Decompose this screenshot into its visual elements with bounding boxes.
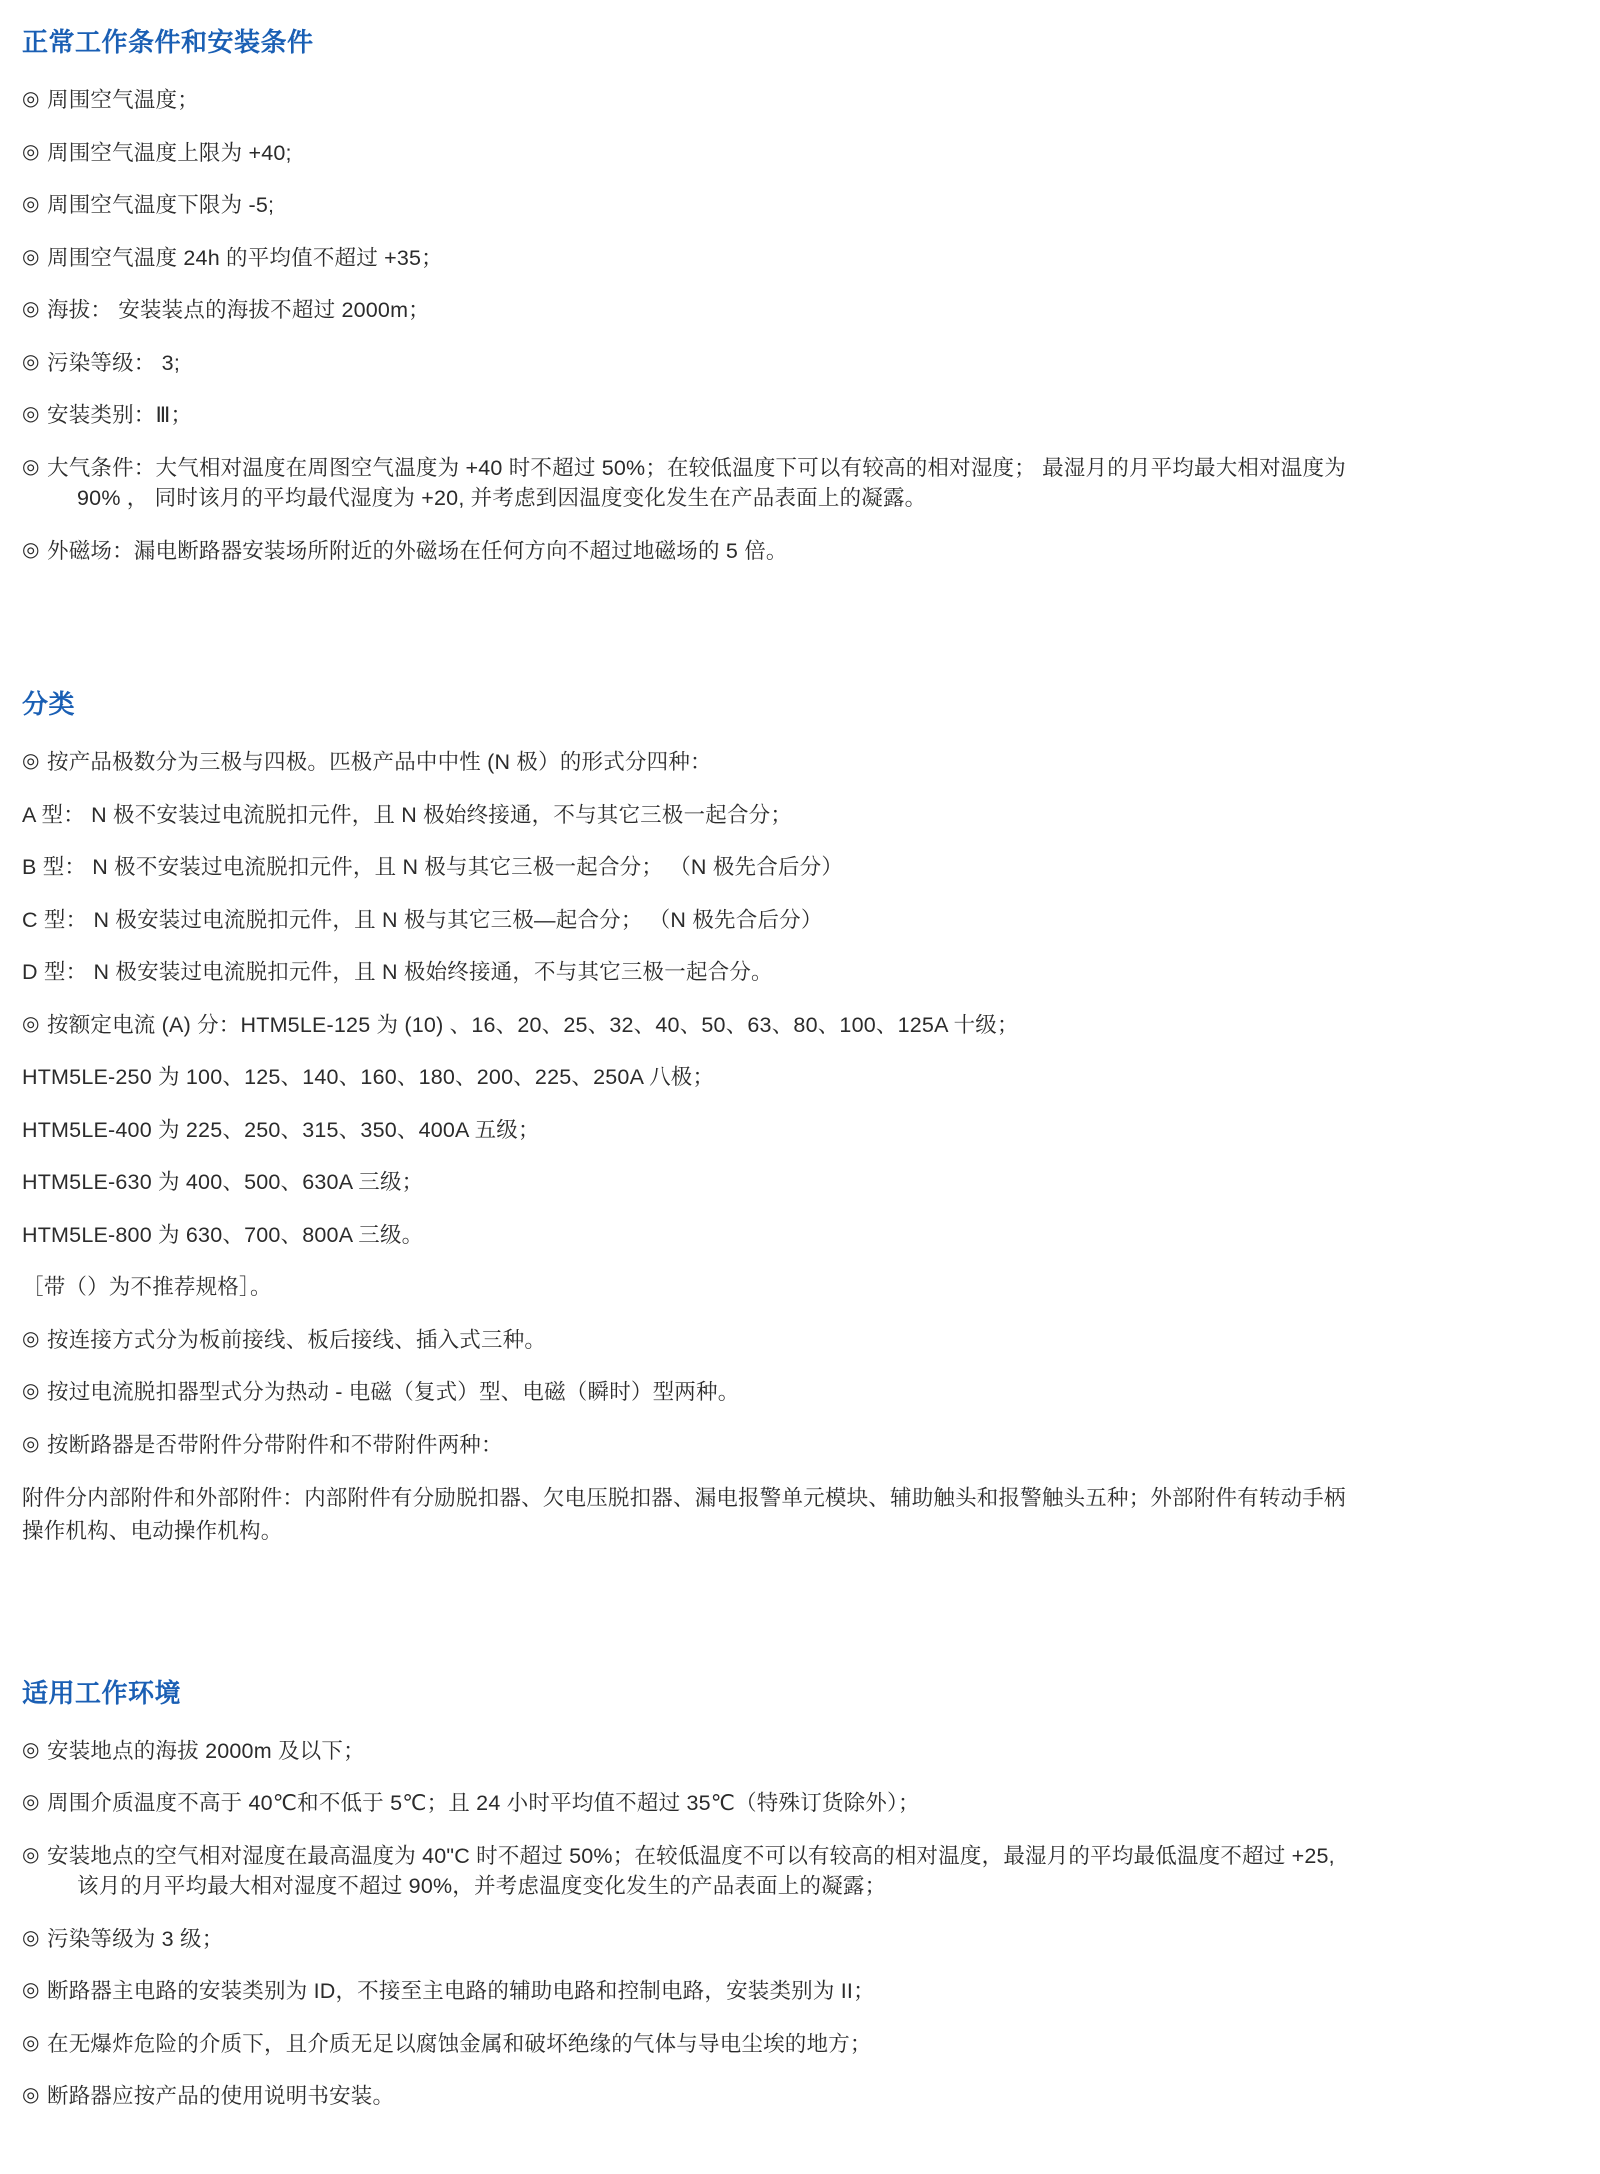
diamond-bullet-icon: ◎ <box>22 1926 40 1949</box>
list-item <box>22 348 1530 379</box>
list-item <box>22 1841 1530 1902</box>
diamond-bullet-icon: ◎ <box>22 403 40 426</box>
list-item-text: 按额定电流 (A) 分：HTM5LE-125 为 (10) 、16、20、25、32、40、50、63、80、100、125A 十级； <box>47 1012 1019 1037</box>
list-item-text: 按连接方式分为板前接线、板后接线、插入式三种。 <box>47 1327 547 1352</box>
diamond-bullet-icon: ◎ <box>22 1979 40 2002</box>
list-item <box>22 1788 1530 1819</box>
section-spacer <box>22 1569 1530 1673</box>
list-item-text: 周围空气温度上限为 +40; <box>47 140 292 165</box>
list-item-text: 按断路器是否带附件分带附件和不带附件两种： <box>47 1432 503 1457</box>
list-item <box>22 1325 1530 1356</box>
diamond-bullet-icon: ◎ <box>22 455 40 478</box>
diamond-bullet-icon: ◎ <box>22 1738 40 1761</box>
diamond-bullet-icon: ◎ <box>22 350 40 373</box>
diamond-bullet-icon: ◎ <box>22 1380 40 1403</box>
list-item-text: 周围介质温度不高于 40℃和不低于 5℃；且 24 小时平均值不超过 35℃（特殊订货除外）； <box>47 1791 920 1816</box>
section-title: 分类 <box>22 689 76 720</box>
list-item-text: 外磁场：漏电断路器安装场所附近的外磁场在任何方向不超过地磁场的 5 倍。 <box>47 538 788 563</box>
diamond-bullet-icon: ◎ <box>22 140 40 163</box>
section-operating-conditions <box>22 22 1530 566</box>
list-item <box>22 85 1530 116</box>
list-item-text: 周围空气温度 24h 的平均值不超过 +35； <box>47 245 443 270</box>
paragraph-accessories-line2: 操作机构、电动操作机构。 <box>22 1518 283 1543</box>
list-item-text: 断路器主电路的安装类别为 ID，不接至主电路的辅助电路和控制电路，安装类别为 II； <box>47 1979 875 2004</box>
list-item-text-line2: 90% ， 同时该月的平均最代湿度为 +20, 并考虑到因温度变化发生在产品表面上的凝露。 <box>77 486 927 511</box>
list-item-text: 按产品极数分为三极与四极。匹极产品中中性 (N 极）的形式分四种： <box>47 750 712 775</box>
section-title: 正常工作条件和安装条件 <box>22 27 314 57</box>
paragraph-htm5le-630: HTM5LE-630 为 400、500、630A 三级； <box>22 1170 424 1195</box>
list-item <box>22 1976 1530 2007</box>
list-item <box>22 190 1530 221</box>
diamond-bullet-icon: ◎ <box>22 2084 40 2107</box>
diamond-bullet-icon: ◎ <box>22 88 40 110</box>
list-item <box>22 295 1530 326</box>
section-working-environment <box>22 1673 1530 2112</box>
list-item-text <box>47 453 1530 514</box>
paragraph-htm5le-400: HTM5LE-400 为 225、250、315、350、400A 五级； <box>22 1117 540 1142</box>
list-item-text: 周围空气温度下限为 -5; <box>47 193 275 218</box>
list-item <box>22 243 1530 274</box>
diamond-bullet-icon: ◎ <box>22 1843 40 1866</box>
list-item-text-line1: 大气条件：大气相对温度在周图空气温度为 +40 时不超过 50%；在较低温度下可以有较高的相对湿度； 最湿月的月平均最大相对温度为 <box>47 455 1346 480</box>
list-item-text: 周围空气温度； <box>47 88 199 112</box>
list-item <box>22 1010 1530 1041</box>
list-item <box>22 2081 1530 2112</box>
diamond-bullet-icon: ◎ <box>22 2031 40 2054</box>
list-item-text: 按过电流脱扣器型式分为热动 - 电磁（复式）型、电磁（瞬时）型两种。 <box>47 1380 740 1405</box>
diamond-bullet-icon: ◎ <box>22 538 40 561</box>
list-item-text: 污染等级为 3 级； <box>47 1926 224 1951</box>
paragraph-accessories <box>22 1482 1530 1547</box>
list-item <box>22 1736 1530 1767</box>
diamond-bullet-icon: ◎ <box>22 1012 40 1035</box>
list-item-text-line2: 该月的月平均最大相对湿度不超过 90%，并考虑温度变化发生的产品表面上的凝露； <box>77 1874 887 1899</box>
diamond-bullet-icon: ◎ <box>22 193 40 216</box>
paragraph-type-c: C 型： N 极安装过电流脱扣元件，且 N 极与其它三极—起合分； （N 极先合后分） <box>22 907 823 932</box>
list-item <box>22 400 1530 431</box>
list-item <box>22 1430 1530 1461</box>
list-item <box>22 1924 1530 1955</box>
diamond-bullet-icon: ◎ <box>22 298 40 321</box>
list-item-text: 安装类别：Ⅲ； <box>47 403 193 428</box>
list-item-text: 在无爆炸危险的介质下，且介质无足以腐蚀金属和破坏绝缘的气体与导电尘埃的地方； <box>47 2031 872 2056</box>
list-item-text: 海拔： 安装装点的海拔不超过 2000m； <box>47 298 430 323</box>
list-item <box>22 747 1530 778</box>
list-item-text: 安装地点的海拔 2000m 及以下； <box>47 1738 365 1763</box>
paragraph-type-b: B 型： N 极不安装过电流脱扣元件，且 N 极与其它三极一起合分； （N 极先合后分） <box>22 855 844 880</box>
diamond-bullet-icon: ◎ <box>22 1432 40 1455</box>
diamond-bullet-icon: ◎ <box>22 1791 40 1814</box>
section-classification <box>22 684 1530 1547</box>
paragraph-type-d: D 型： N 极安装过电流脱扣元件，且 N 极始终接通，不与其它三极一起合分。 <box>22 960 773 985</box>
list-item <box>22 536 1530 567</box>
paragraph-htm5le-800: HTM5LE-800 为 630、700、800A 三级。 <box>22 1222 424 1247</box>
list-item-text-line1: 安装地点的空气相对湿度在最高温度为 40"C 时不超过 50%；在较低温度不可以有较高的相对温度，最湿月的平均最低温度不超过 +25, <box>47 1843 1335 1868</box>
paragraph-type-a: A 型： N 极不安装过电流脱扣元件，且 N 极始终接通，不与其它三极一起合分； <box>22 802 793 827</box>
diamond-bullet-icon: ◎ <box>22 1327 40 1350</box>
paragraph-note-brackets: ［带（）为不推荐规格］。 <box>22 1275 272 1300</box>
diamond-bullet-icon: ◎ <box>22 245 40 268</box>
diamond-bullet-icon: ◎ <box>22 750 40 773</box>
list-item-text: 断路器应按产品的使用说明书安装。 <box>47 2084 395 2109</box>
list-item <box>22 453 1530 514</box>
section-title: 适用工作环境 <box>22 1677 182 1708</box>
list-item <box>22 138 1530 169</box>
list-item-text: 污染等级： 3; <box>47 350 181 375</box>
list-item <box>22 1377 1530 1408</box>
paragraph-accessories-line1: 附件分内部附件和外部附件：内部附件有分励脱扣器、欠电压脱扣器、漏电报警单元模块、辅助触头和报警触头五种；外部附件有转动手柄 <box>22 1486 1346 1511</box>
list-item <box>22 2029 1530 2060</box>
section-spacer <box>22 588 1530 684</box>
paragraph-htm5le-250: HTM5LE-250 为 100、125、140、160、180、200、225、250A 八极； <box>22 1065 715 1090</box>
list-item-text <box>47 1841 1530 1902</box>
